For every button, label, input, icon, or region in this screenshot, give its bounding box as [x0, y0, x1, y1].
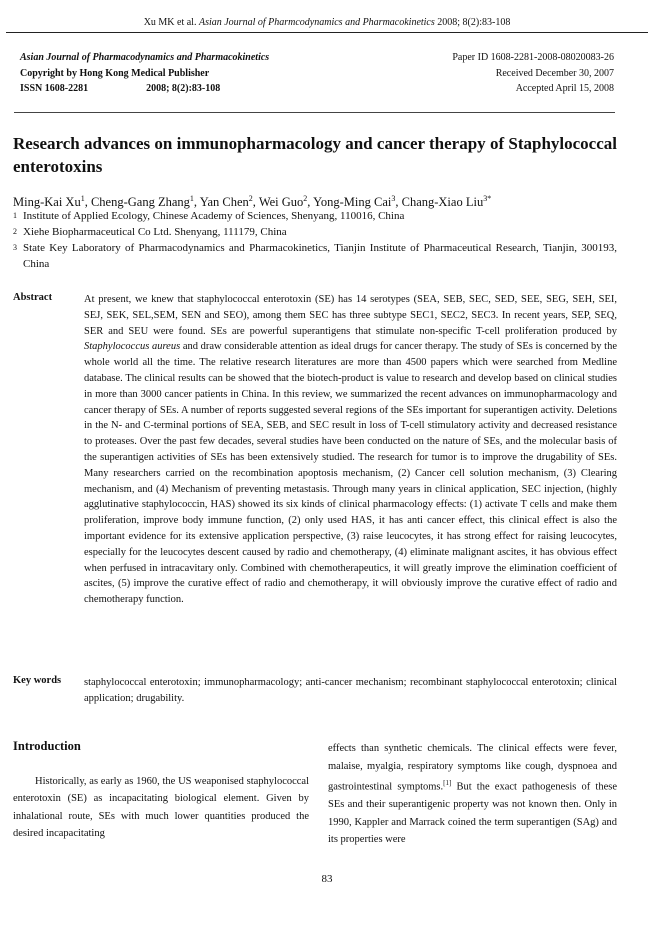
keywords-text: staphylococcal enterotoxin; immunopharmacology; anti-cancer mechanism; recombinant staphylococcal enterotoxin; clinical application; drugability.: [84, 677, 617, 704]
paper-title: Research advances on immunopharmacology and cancer therapy of Staphylococcal enterotoxins: [13, 134, 617, 176]
organism-name: Staphylococcus aureus: [84, 341, 181, 353]
body-column-left: [13, 738, 309, 843]
author: Ming-Kai Xu$^1$: [13, 194, 85, 210]
header-rule: [6, 32, 648, 33]
body-column-right: effects than synthetic chemicals. The clinical effects were fever, malaise, myalgia, respiratory symptoms like cough, dyspnoea and gastrointestinal symptoms.[1] But the exact pathogenesis of these SEs and their superantigenic property was not known then. Only in 1990, Kappler and Marrack coined the term superantigen (SAg) and its properties were: [328, 743, 617, 846]
meta-journal: Asian Journal of Pharmacodynamics and Pharmacokinetics: [20, 52, 270, 63]
keywords-label: Key words: [13, 675, 62, 686]
running-head-authors: Xu MK et al.: [143, 17, 197, 28]
meta-accepted: Accepted April 15, 2008: [515, 83, 614, 94]
meta-issue: 2008; 8(2):83-108: [146, 83, 221, 94]
meta-copyright: Copyright by Hong Kong Medical Publisher: [20, 67, 210, 79]
meta-rule: [14, 112, 615, 113]
affiliation: 3 State Key Laboratory of Pharmacodynamics and Pharmacokinetics, Tianjin Institute of Pharmaceutical Research, Tianjin, 300193, China: [13, 242, 617, 270]
meta-received: Received December 30, 2007: [495, 67, 614, 79]
page-number: 83: [321, 873, 333, 885]
author: Cheng-Gang Zhang$^1$: [90, 194, 194, 210]
affiliation: 2 Xiehe Biopharmaceutical Co Ltd. Shenyang, 111179, China: [13, 226, 287, 238]
paragraph: Historically, as early as 1960, the US weaponised staphylococcal enterotoxin (SE) as incapacitating biological element. Given by inhalational route, SEs with much lower quantities produced the desired incapacitating: [13, 775, 309, 840]
journal-meta: [20, 50, 614, 97]
author: Chang-Xiao Liu$^{3*}$: [401, 194, 492, 210]
abstract-text: At present, we knew that staphylococcal enterotoxin (SE) has 14 serotypes (SEA, SEB, SEC, SED, SEE, SEG, SEH, SEI, SEJ, SEK, SEL,SEM, SEN and SEO), among them SEC has three subtype SEC1, SEC2, SEC3. In recent years, SEP, SEQ, SER and SEU were found. SEs are powerful superantigens that stimulate non-specific T-cell proliferation produced by Staphylococcus aureus and draw considerable attention as ideal drugs for cancer therapy. The study of SEs is concerned by the whole world all the time. The relative research literatures are more than 4500 papers which were searched from Medline database. The clinical results can be showed that the biotech-product is value to research and develop based on clinical studies in more than 3000 cancer patients in China. In this review, we summarized the recent advances on immunopharmacology and cancer therapy of SEs. A number of reports suggested several regions of the SEs important for superantigen activity. Deletions in the N- and C-terminal portions of SEA, SEB, and SEC result in loss of T-cell stimulatory activity and decreased resistance to proteases. Over the past few decades, several studies have been conducted on the nature of SEs, and the molecular basis of the superantigen activities of SEs has been extensively studied. The research for tumor is to improve the drugability of SEs. Many researchers carried on the recombination apoptosis mechanism, (2) Cancer cell solution mechanism, (3) Clearing mechanism, and (4) Mechanism of preventing metastasis. Through many years in clinical application, SEC injection, (highly agglutinative staphylococcin, HAS) showed its six kinds of clinical pharmacology effects: (1) activate T cells and make them proliferation, improve body immune function, (2) only used HAS, it has anti cancer effect, this clinical effect is also the important evidence for its extensive application perspective, (3) raise leucocytes, it has strong effect for raising leucocytes, especially for the leucocytes descent caused by radio and chemotherapy, (4) eliminate malignant ascites, it has obvious effect when perfused in intracavitary only. Combined with chemotherapeutics, it will greatly improve the elimination coefficient of ascites, (5) improve the curative effect of radio and chemotherapy, it will obviously improve the curative effect of radio and chemotherapy function.: [84, 294, 617, 606]
affiliation-list: [13, 208, 617, 272]
affiliation: 1 Institute of Applied Ecology, Chinese Academy of Sciences, Shenyang, 110016, China: [13, 210, 405, 222]
meta-paper-id: Paper ID 1608-2281-2008-08020083-26: [452, 52, 614, 63]
meta-issn: ISSN 1608-2281: [20, 83, 89, 94]
abstract-label: Abstract: [13, 292, 53, 303]
running-head-journal: Asian Journal of Pharmcodynamics and Pharmacokinetics: [198, 17, 435, 28]
author: Yan Chen$^2$: [199, 194, 253, 210]
section-heading-introduction: Introduction: [13, 739, 81, 753]
running-head: [0, 17, 654, 28]
author-list: Ming-Kai Xu$^1$, Cheng-Gang Zhang$^1$, Yan Chen$^2$, Wei Guo$^2$, Yong-Ming Cai$^3$, Chang-Xiao Liu$^{3*}$: [13, 194, 492, 210]
citation-ref[interactable]: [1]: [443, 779, 452, 788]
author: Wei Guo$^2$: [258, 194, 308, 210]
running-head-issue: 2008; 8(2):83-108: [437, 17, 511, 28]
author: Yong-Ming Cai$^3$: [313, 194, 396, 210]
